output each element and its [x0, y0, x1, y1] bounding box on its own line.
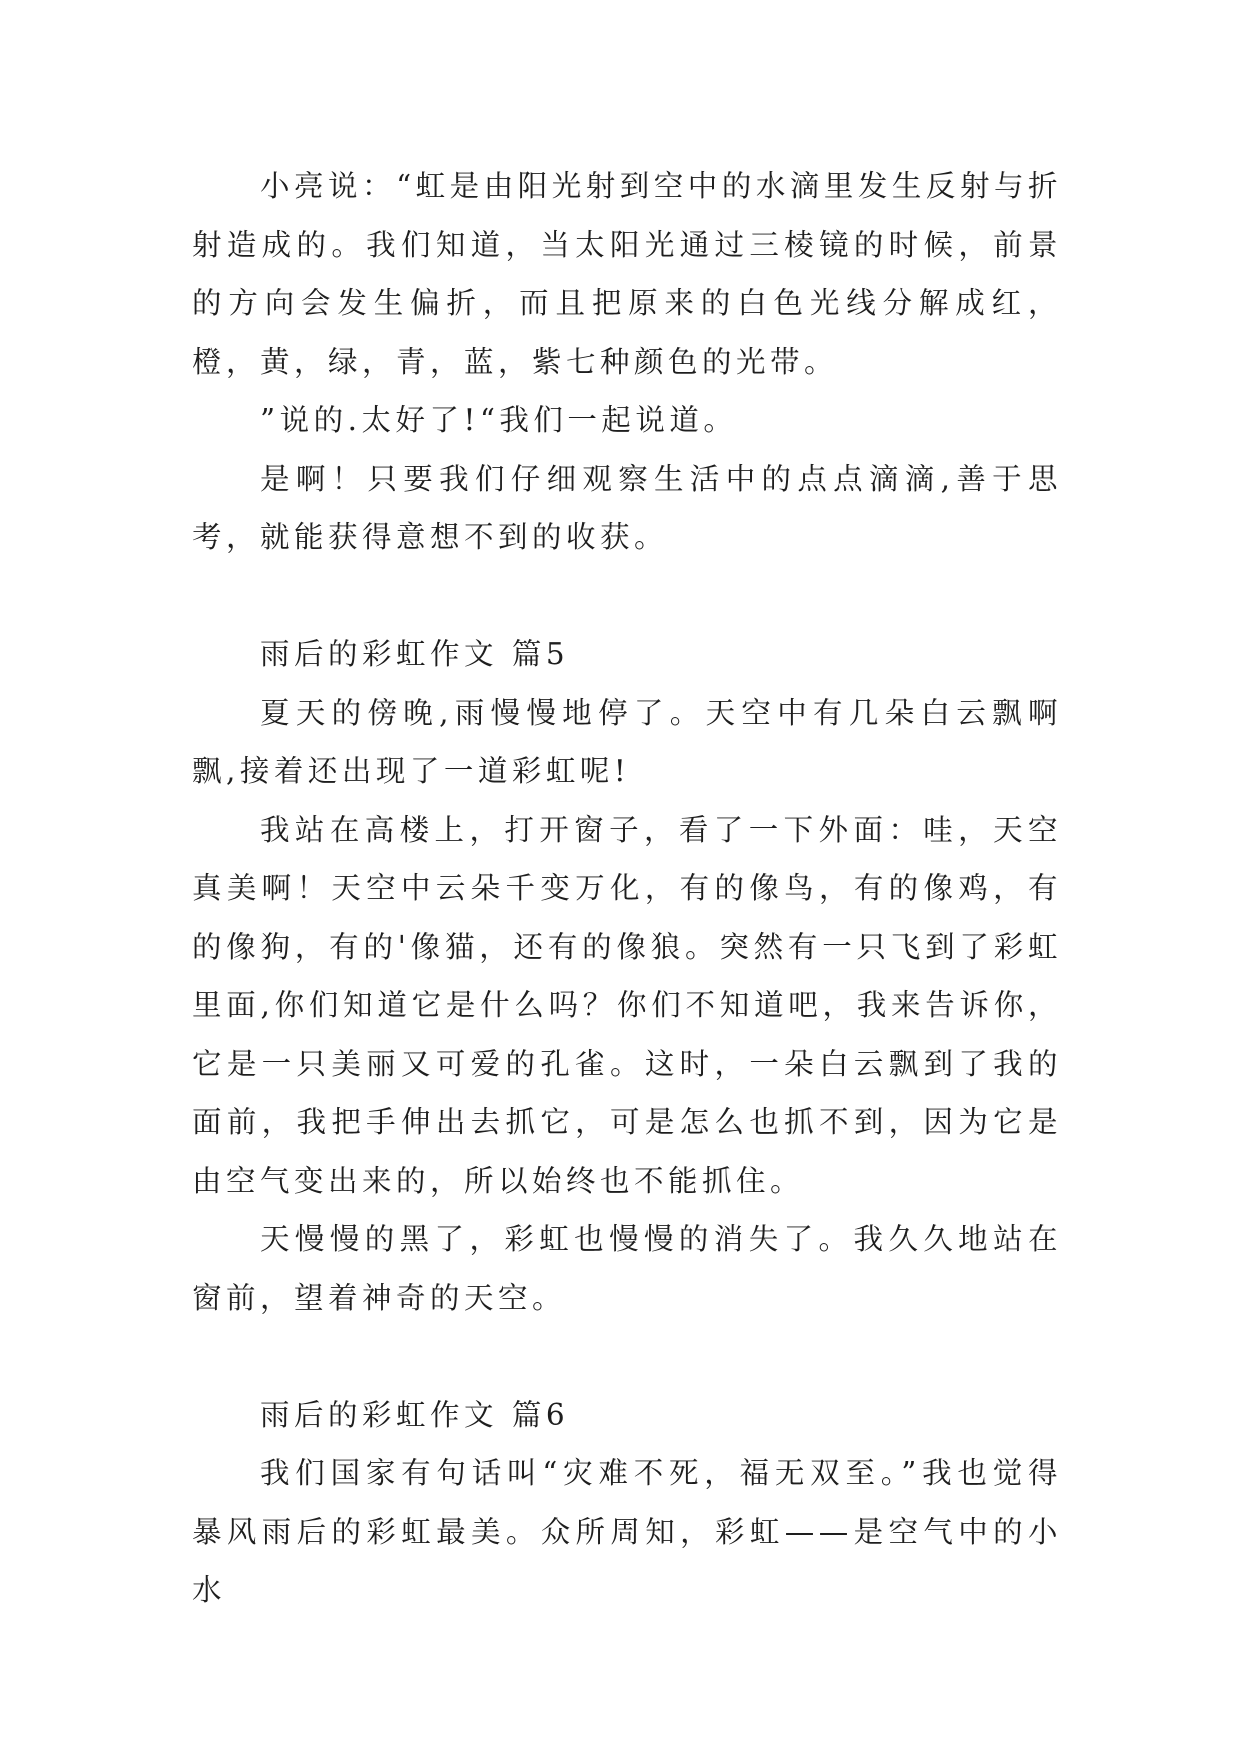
paragraph: 夏天的傍晚,雨慢慢地停了。天空中有几朵白云飘啊飘,接着还出现了一道彩虹呢!	[192, 695, 1062, 788]
paragraph: 是啊！只要我们仔细观察生活中的点点滴滴,善于思考，就能获得意想不到的收获。	[192, 461, 1062, 554]
section-heading: 雨后的彩虹作文 篇6	[260, 1397, 570, 1432]
document-body	[192, 157, 1062, 1620]
section-gap	[192, 567, 1062, 626]
paragraph: 我站在高楼上，打开窗子，看了一下外面：哇，天空真美啊！天空中云朵千变万化，有的像鸟，有的像鸡，有的像狗，有的'像猫，还有的像狼。突然有一只飞到了彩虹里面,你们知道它是什么吗？你们不知道吧，我来告诉你，它是一只美丽又可爱的孔雀。这时，一朵白云飘到了我的面前，我把手伸出去抓它，可是怎么也抓不到，因为它是由空气变出来的，所以始终也不能抓住。	[192, 812, 1062, 1198]
section-gap	[192, 1327, 1062, 1386]
section-heading: 雨后的彩虹作文 篇5	[260, 637, 570, 671]
paragraph: ”说的.太好了!“我们一起说道。	[260, 403, 738, 437]
paragraph: 天慢慢的黑了，彩虹也慢慢的消失了。我久久地站在窗前，望着神奇的天空。	[192, 1222, 1062, 1315]
paragraph: 小亮说：“虹是由阳光射到空中的水滴里发生反射与折射造成的。我们知道，当太阳光通过三棱镜的时候，前景的方向会发生偏折，而且把原来的白色光线分解成红，橙，黄，绿，青，蓝，紫七种颜色的光带。	[192, 169, 1062, 379]
paragraph: 我们国家有句话叫“灾难不死，福无双至。”我也觉得暴风雨后的彩虹最美。众所周知，彩虹——是空气中的小水	[192, 1456, 1062, 1607]
